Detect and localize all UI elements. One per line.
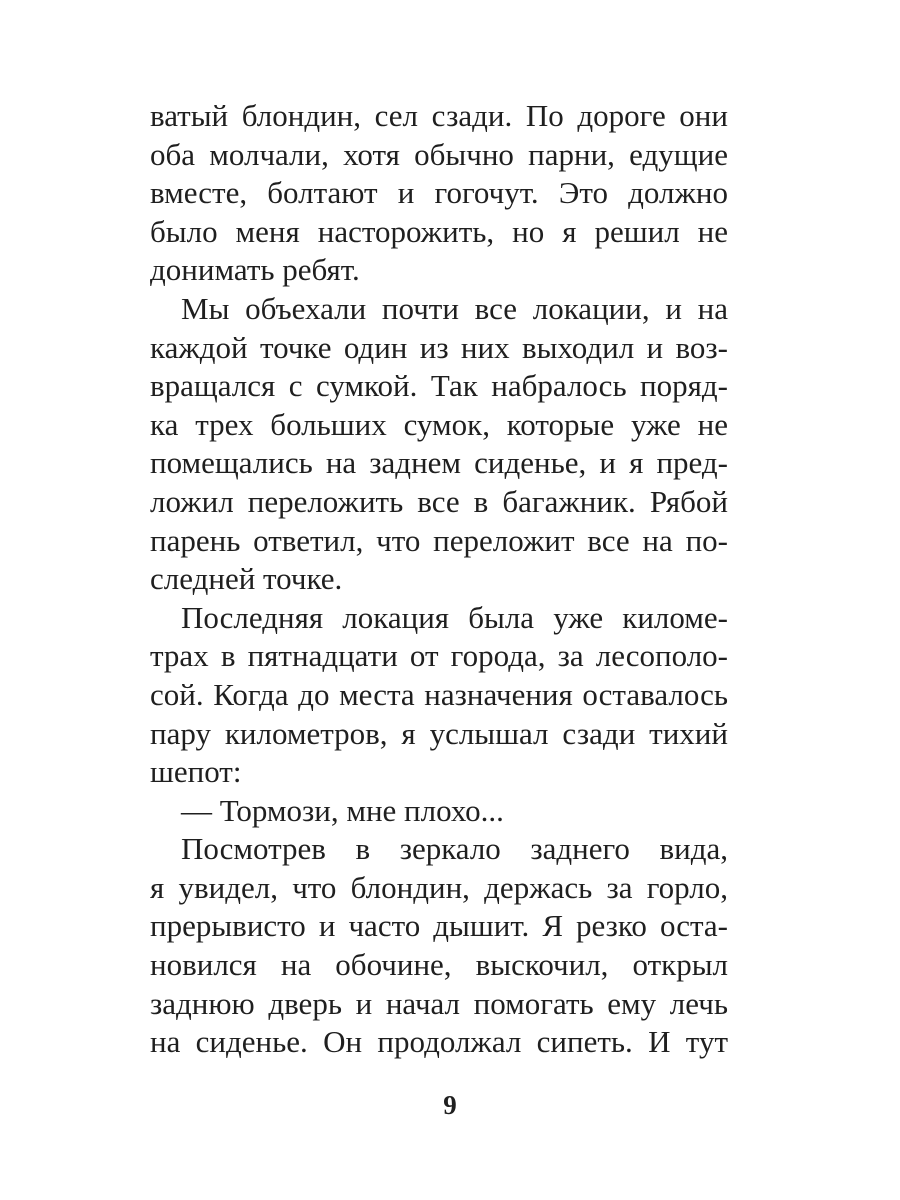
paragraph-1 <box>150 97 728 290</box>
page-number: 9 <box>443 1090 457 1120</box>
text-line: было меня насторожить, но я решил не <box>150 213 728 249</box>
text-line: на сиденье. Он продолжал сипеть. И тут <box>150 1024 728 1060</box>
text-line: трах в пятнадцати от города, за лесополо- <box>150 638 728 674</box>
text-line: Последняя локация была уже киломе- <box>181 599 728 635</box>
text-line: — Тормози, мне плохо... <box>181 792 504 828</box>
text-line: ложил переложить все в багажник. Рябой <box>150 483 728 519</box>
text-line: шепот: <box>150 754 242 790</box>
text-line: донимать ребят. <box>150 252 360 288</box>
text-line: Мы объехали почти все локации, и на <box>181 290 728 326</box>
text-line: ватый блондин, сел сзади. По дороге они <box>150 98 728 133</box>
text-line: каждой точке один из них выходил и воз- <box>150 329 728 365</box>
text-line: сой. Когда до места назначения оставалось <box>150 676 728 712</box>
text-line: Посмотрев в зеркало заднего вида, <box>181 831 728 867</box>
text-line: ка трех больших сумок, которые уже не <box>150 406 728 442</box>
text-line: парень ответил, что переложит все на по- <box>150 522 728 558</box>
paragraph-2 <box>150 290 728 599</box>
text-line: помещались на заднем сиденье, и я пред- <box>150 445 728 481</box>
text-line: заднюю дверь и начал помогать ему лечь <box>150 985 728 1021</box>
text-line: пару километров, я услышал сзади тихий <box>150 715 728 751</box>
paragraph-5 <box>150 830 728 1062</box>
body-text <box>150 97 728 1062</box>
paragraph-4-dialogue <box>150 792 728 831</box>
text-line: вместе, болтают и гогочут. Это должно <box>150 175 728 211</box>
text-line: следней точке. <box>150 561 343 597</box>
text-line: вращался с сумкой. Так набралось поряд- <box>150 368 728 404</box>
text-line: я увидел, что блондин, держась за горло, <box>150 869 728 905</box>
text-line: оба молчали, хотя обычно парни, едущие <box>150 136 728 172</box>
paragraph-3 <box>150 599 728 792</box>
text-line: прерывисто и часто дышит. Я резко оста- <box>150 908 728 944</box>
text-line: новился на обочине, выскочил, открыл <box>150 947 728 983</box>
